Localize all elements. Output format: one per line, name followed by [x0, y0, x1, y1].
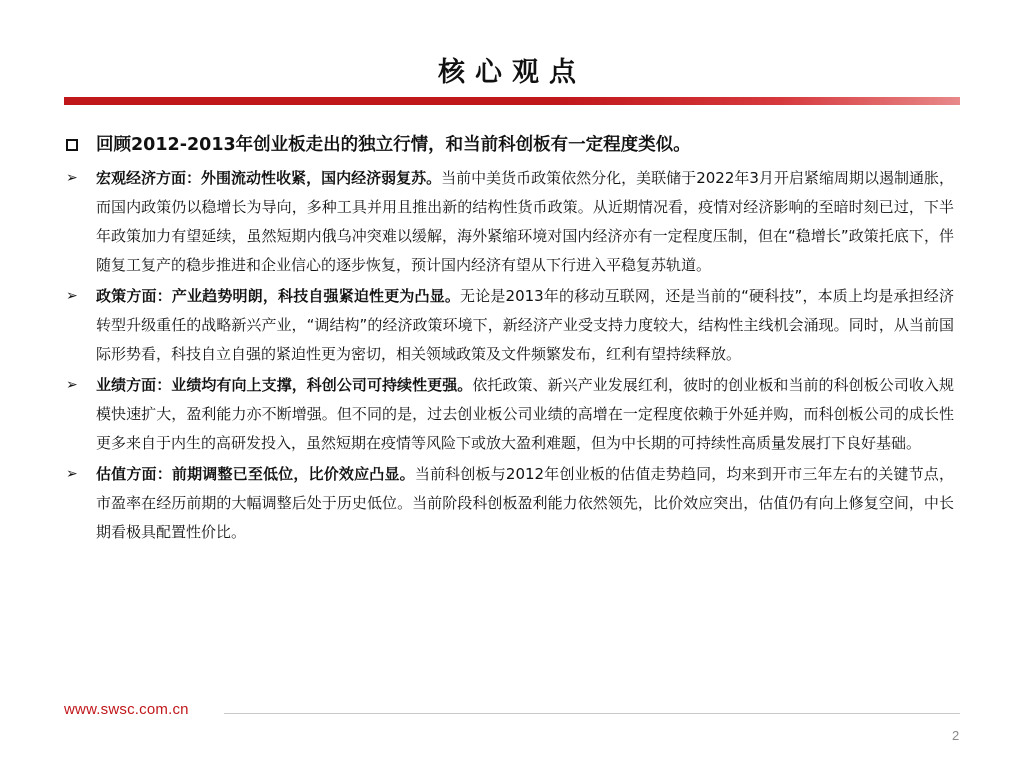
footer-divider: [224, 713, 960, 714]
page-title: 核心观点: [438, 57, 586, 88]
bullet-paragraph: [96, 282, 954, 369]
title-underline: [64, 97, 960, 105]
bullet-lead: 业绩方面：业绩均有向上支撑，科创公司可持续性更强。: [96, 376, 473, 394]
arrow-bullet-icon: ➢: [66, 377, 78, 393]
bullet-body: 当前中美货币政策依然分化，美联储于2022年3月开启紧缩周期以遏制通胀，而国内政策仍以稳增长为导向，多种工具并用且推出新的结构性货币政策。从近期情况看，疫情对经济影响的至暗时刻已过，下半年政策加力有望延续，虽然短期内俄乌冲突难以缓解，海外紧缩环境对国内经济亦有一定程度压制，但在“稳增长”政策托底下，伴随复工复产的稳步推进和企业信心的逐步恢复，预计国内经济有望从下行进入平稳复苏轨道。: [96, 169, 954, 274]
arrow-bullet-icon: ➢: [66, 170, 78, 186]
bullet-lead: 政策方面：产业趋势明朗，科技自强紧迫性更为凸显。: [96, 287, 461, 305]
bullet-body: 当前科创板与2012年创业板的估值走势趋同，均来到开市三年左右的关键节点，市盈率在经历前期的大幅调整后处于历史低位。当前阶段科创板盈利能力依然领先，比价效应突出，估值仍有向上修复空间，中长期看极具配置性价比。: [96, 465, 954, 541]
bullet-paragraph: [96, 371, 954, 458]
bullet-item-earnings: [64, 371, 954, 458]
section-heading-text: 回顾2012-2013年创业板走出的独立行情，和当前科创板有一定程度类似。: [96, 135, 691, 155]
bullet-item-policy: [64, 282, 954, 369]
bullet-lead: 宏观经济方面：外围流动性收紧，国内经济弱复苏。: [96, 169, 442, 187]
bullet-body: 依托政策、新兴产业发展红利，彼时的创业板和当前的科创板公司收入规模快速扩大，盈利能力亦不断增强。但不同的是，过去创业板公司业绩的高增在一定程度依赖于外延并购，而科创板公司的成长性更多来自于内生的高研发投入，虽然短期在疫情等风险下或放大盈利难题，但为中长期的可持续性高质量发展打下良好基础。: [96, 376, 954, 452]
bullet-body: 无论是2013年的移动互联网，还是当前的“硬科技”，本质上均是承担经济转型升级重任的战略新兴产业，“调结构”的经济政策环境下，新经济产业受支持力度较大，结构性主线机会涌现。同时，从当前国际形势看，科技自立自强的紧迫性更为密切，相关领域政策及文件频繁发布，红利有望持续释放。: [96, 287, 954, 363]
arrow-bullet-icon: ➢: [66, 466, 78, 482]
section-heading: [64, 132, 954, 158]
content-area: [64, 132, 954, 549]
page-number: 2: [952, 728, 960, 743]
arrow-bullet-icon: ➢: [66, 288, 78, 304]
hollow-square-icon: [66, 139, 78, 151]
bullet-paragraph: [96, 460, 954, 547]
bullet-item-macro: [64, 164, 954, 280]
bullet-item-valuation: [64, 460, 954, 547]
bullet-lead: 估值方面：前期调整已至低位，比价效应凸显。: [96, 465, 415, 483]
footer-url[interactable]: www.swsc.com.cn: [64, 701, 189, 718]
bullet-paragraph: [96, 164, 954, 280]
